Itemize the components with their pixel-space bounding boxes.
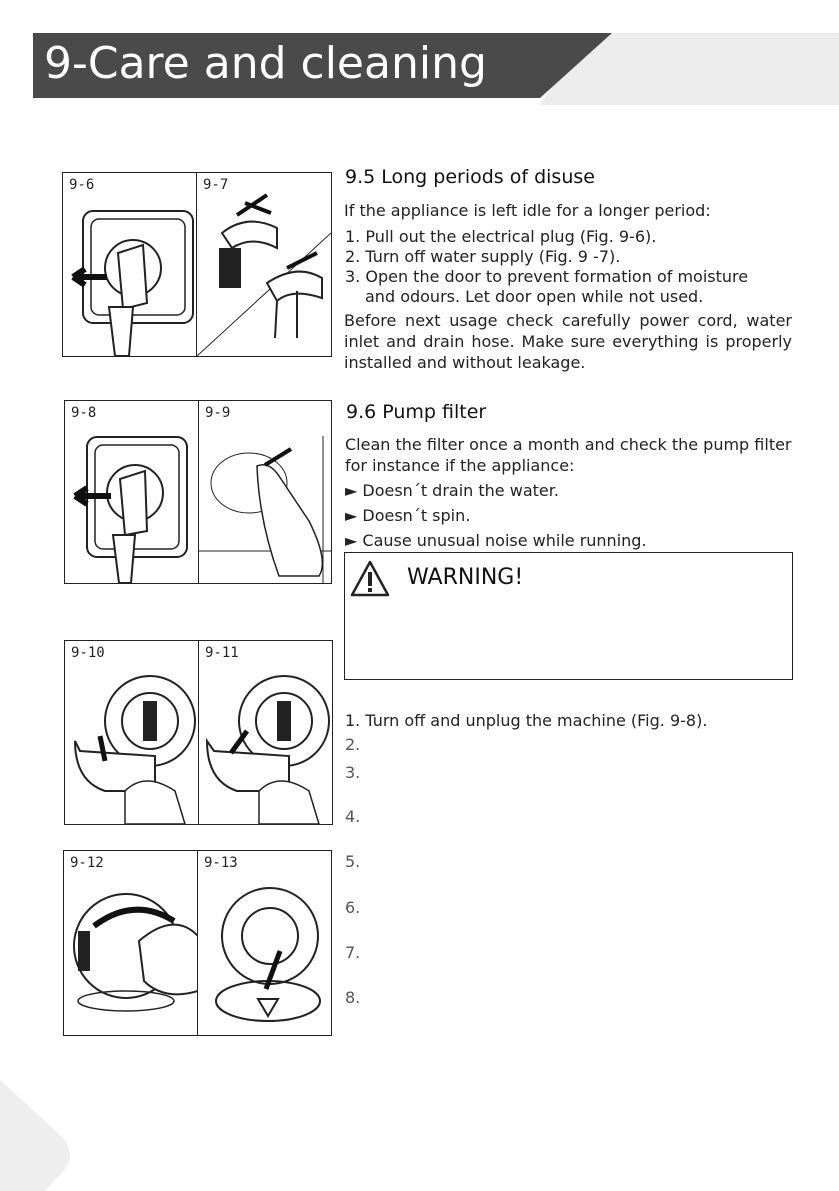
unplug-illustration [63,173,197,356]
filter-cap-illustration [64,851,198,1035]
filter-remove-illustration [198,851,331,1035]
filter-hose-illustration [199,641,332,824]
figure-label: 9-8 [71,405,97,421]
warning-box [344,552,793,680]
list-item: ► Doesn´t drain the water. [345,481,559,500]
figure-9-9 [198,400,332,584]
figure-9-7 [196,172,332,357]
warning-title: WARNING! [407,565,524,590]
step-number: 6. [345,898,361,917]
figure-9-8 [64,400,200,584]
section-heading: 9.5 Long periods of disuse [345,166,595,188]
step-number: 4. [345,807,361,826]
list-item: 2. Turn off water supply (Fig. 9 -7). [345,247,621,266]
figure-label: 9-12 [70,855,104,871]
figure-label: 9-6 [69,177,95,193]
figure-9-12 [63,850,199,1036]
figure-label: 9-13 [204,855,238,871]
page-corner-decoration [0,1080,80,1191]
section-intro: If the appliance is left idle for a longer period: [344,201,711,220]
usage-note: Before next usage check carefully power cord, water inlet and drain hose. Make sure everything is properly installed and without leakage. [344,311,792,372]
list-item: ► Cause unusual noise while running. [345,531,647,550]
water-tap-illustration [197,173,331,356]
list-item: ► Doesn´t spin. [345,506,471,525]
figure-9-11 [198,640,333,825]
filter-hose-illustration [65,641,199,824]
unplug-illustration [65,401,199,583]
list-item: 1. Turn off and unplug the machine (Fig. 9-8). [345,711,708,730]
list-item: and odours. Let door open while not used. [365,287,704,306]
figure-label: 9-11 [205,645,239,661]
step-number: 3. [345,763,361,782]
figure-9-13 [197,850,332,1036]
step-number: 5. [345,852,361,871]
section-intro: Clean the filter once a month and check the pump filter for instance if the appliance: [345,435,792,475]
figure-label: 9-10 [71,645,105,661]
warning-triangle-icon [350,560,390,598]
figure-label: 9-9 [205,405,231,421]
list-item: 3. Open the door to prevent formation of moisture [345,267,749,286]
figure-9-6 [62,172,198,357]
step-number: 7. [345,943,361,962]
press-button-illustration [199,401,331,583]
figure-9-10 [64,640,200,825]
section-heading: 9.6 Pump filter [346,401,487,423]
page-title: 9-Care and cleaning [44,38,487,89]
step-number: 8. [345,988,361,1007]
list-item: 1. Pull out the electrical plug (Fig. 9-6). [345,227,657,246]
step-number: 2. [345,735,361,754]
figure-label: 9-7 [203,177,229,193]
